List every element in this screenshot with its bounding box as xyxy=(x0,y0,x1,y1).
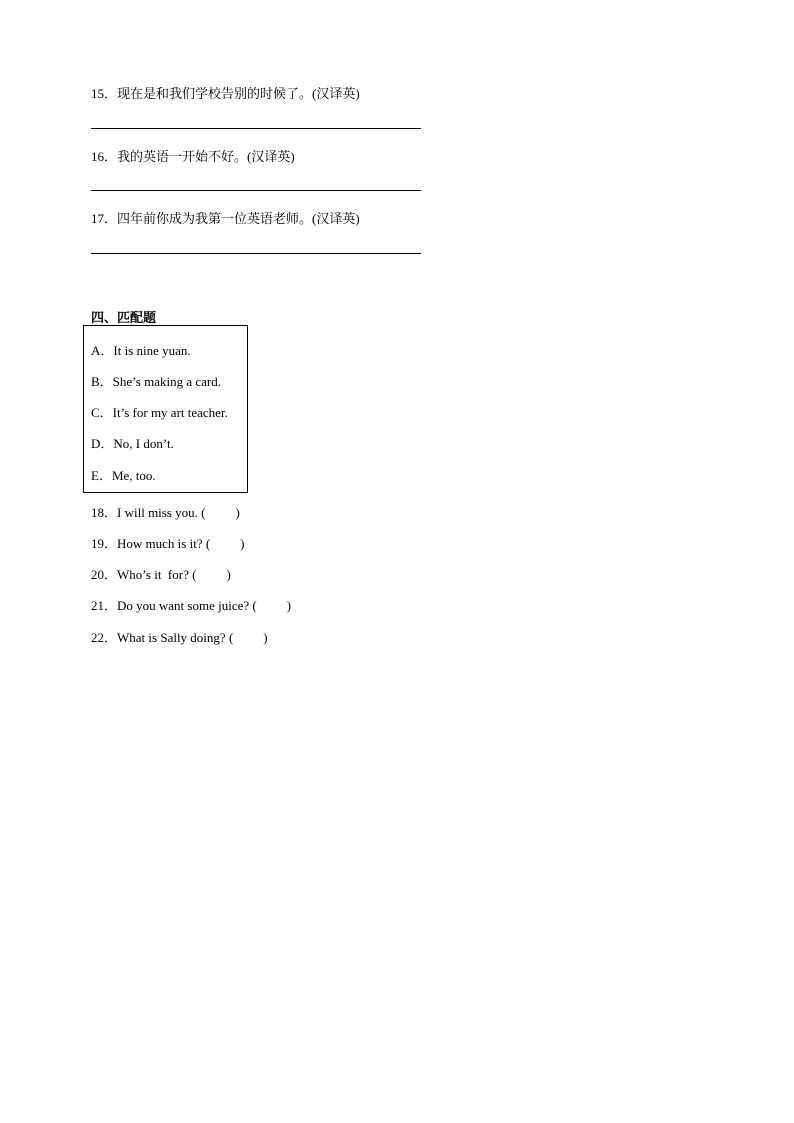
option-text: It’s for my art teacher. xyxy=(112,405,228,420)
question-text: What is Sally doing? ( xyxy=(117,630,234,645)
option-a xyxy=(91,340,191,359)
answer-line-15[interactable] xyxy=(91,128,421,129)
question-20 xyxy=(91,564,231,583)
question-text: How much is it? ( xyxy=(117,536,211,551)
question-15 xyxy=(91,83,360,102)
question-text: Who’s it for? ( xyxy=(117,567,197,582)
close-paren: ) xyxy=(226,567,231,582)
option-letter: B． xyxy=(91,374,113,389)
close-paren: ) xyxy=(235,505,240,520)
question-hint: (汉译英) xyxy=(312,211,360,226)
question-text: 现在是和我们学校告别的时候了。 xyxy=(117,86,313,101)
option-text: She’s making a card. xyxy=(112,374,221,389)
option-e xyxy=(91,465,156,484)
answer-line-17[interactable] xyxy=(91,253,421,254)
question-18 xyxy=(91,502,240,521)
option-letter: D． xyxy=(91,436,114,451)
option-letter: E． xyxy=(91,468,112,483)
question-hint: (汉译英) xyxy=(247,149,295,164)
question-text: 我的英语一开始不好。 xyxy=(117,149,248,164)
option-text: It is nine yuan. xyxy=(113,343,191,358)
option-d xyxy=(91,433,174,452)
question-hint: (汉译英) xyxy=(312,86,360,101)
answer-line-16[interactable] xyxy=(91,190,421,191)
section-heading: 四、匹配题 xyxy=(91,310,157,325)
question-number: 19． xyxy=(91,536,118,551)
question-16 xyxy=(91,146,295,165)
question-number: 20． xyxy=(91,567,118,582)
question-number: 15． xyxy=(91,86,118,101)
question-number: 22． xyxy=(91,630,118,645)
question-21 xyxy=(91,595,291,614)
close-paren: ) xyxy=(286,598,292,613)
question-text: I will miss you. ( xyxy=(117,505,206,520)
question-22 xyxy=(91,627,268,646)
option-letter: A． xyxy=(91,343,114,358)
option-text: No, I don’t. xyxy=(113,436,174,451)
question-number: 16． xyxy=(91,149,118,164)
question-number: 18． xyxy=(91,505,118,520)
question-number: 17． xyxy=(91,211,118,226)
option-c xyxy=(91,402,228,421)
option-letter: C． xyxy=(91,405,113,420)
question-number: 21． xyxy=(91,598,118,613)
question-text: 四年前你成为我第一位英语老师。 xyxy=(117,211,313,226)
question-text: Do you want some juice? ( xyxy=(117,598,257,613)
option-b xyxy=(91,371,221,390)
question-17 xyxy=(91,208,360,227)
question-19 xyxy=(91,533,245,552)
close-paren: ) xyxy=(263,630,268,645)
close-paren: ) xyxy=(240,536,245,551)
option-text: Me, too. xyxy=(111,468,156,483)
